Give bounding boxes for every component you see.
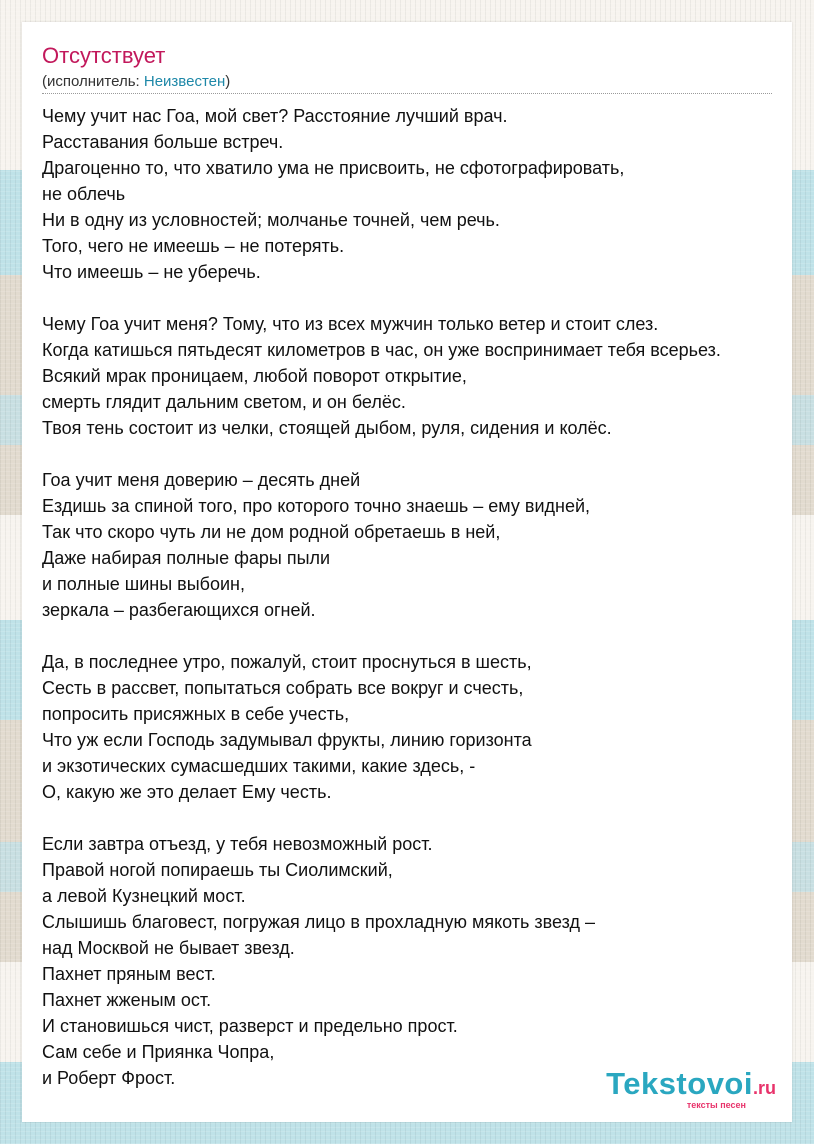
logo-tld: .ru xyxy=(752,1078,776,1098)
lyrics-text xyxy=(42,103,814,1091)
lyrics-card xyxy=(22,22,792,1122)
lyric-line: и полные шины выбоин, xyxy=(42,574,246,594)
lyric-line: Всякий мрак проницаем, любой поворот открытие, xyxy=(42,366,467,386)
lyric-line: не облечь xyxy=(42,184,126,204)
logo-wordmark: Tekstovoi xyxy=(606,1066,753,1101)
song-title: Отсутствует xyxy=(42,43,166,68)
stanza-break xyxy=(42,441,814,467)
lyric-line: Чему Гоа учит меня? Тому, что из всех мужчин только ветер и стоит слез. xyxy=(42,314,659,334)
stanza-break xyxy=(42,285,814,311)
lyric-line: попросить присяжных в себе учесть, xyxy=(42,704,350,724)
lyric-line: Да, в последнее утро, пожалуй, стоит проснуться в шесть, xyxy=(42,652,532,672)
artist-suffix: ) xyxy=(225,73,231,90)
lyric-line: Что имеешь – не уберечь. xyxy=(42,262,261,282)
lyric-line: Что уж если Господь задумывал фрукты, линию горизонта xyxy=(42,730,532,750)
artist-link[interactable]: Неизвестен xyxy=(143,73,226,90)
lyric-line: Когда катишься пятьдесят километров в час, он уже воспринимает тебя всерьез. xyxy=(42,340,721,360)
lyric-line: и Роберт Фрост. xyxy=(42,1068,176,1088)
lyric-line: Правой ногой попираешь ты Сиолимский, xyxy=(42,860,393,880)
lyric-line: Пахнет пряным вест. xyxy=(42,964,216,984)
lyric-line: Так что скоро чуть ли не дом родной обретаешь в ней, xyxy=(42,522,501,542)
lyric-line: Расставания больше встреч. xyxy=(42,132,284,152)
lyric-line: И становишься чист, разверст и предельно прост. xyxy=(42,1016,458,1036)
lyric-line: Сам себе и Приянка Чопра, xyxy=(42,1042,275,1062)
stanza-break xyxy=(42,805,814,831)
lyric-line: смерть глядит дальним светом, и он белёс. xyxy=(42,392,406,412)
lyric-line: Твоя тень состоит из челки, стоящей дыбом, руля, сидения и колёс. xyxy=(42,418,612,438)
lyric-line: О, какую же это делает Ему честь. xyxy=(42,782,332,802)
lyric-line: зеркала – разбегающихся огней. xyxy=(42,600,316,620)
lyric-line: Слышишь благовест, погружая лицо в прохладную мякоть звезд – xyxy=(42,912,596,932)
lyric-line: Сесть в рассвет, попытаться собрать все вокруг и счесть, xyxy=(42,678,524,698)
lyric-line: Гоа учит меня доверию – десять дней xyxy=(42,470,361,490)
artist-prefix: (исполнитель: xyxy=(42,73,144,90)
lyric-line: Того, чего не имеешь – не потерять. xyxy=(42,236,345,256)
lyric-line: Драгоценно то, что хватило ума не присвоить, не сфотографировать, xyxy=(42,158,625,178)
logo-tagline: тексты песен xyxy=(686,1100,746,1110)
lyric-line: а левой Кузнецкий мост. xyxy=(42,886,246,906)
lyric-line: Если завтра отъезд, у тебя невозможный рост. xyxy=(42,834,433,854)
stanza-break xyxy=(42,623,814,649)
lyric-line: Ездишь за спиной того, про которого точно знаешь – ему видней, xyxy=(42,496,591,516)
lyric-line: над Москвой не бывает звезд. xyxy=(42,938,295,958)
lyric-line: и экзотических сумасшедших такими, какие здесь, - xyxy=(42,756,476,776)
lyric-line: Чему учит нас Гоа, мой свет? Расстояние лучший врач. xyxy=(42,106,508,126)
lyric-line: Ни в одну из условностей; молчанье точней, чем речь. xyxy=(42,210,500,230)
site-logo[interactable] xyxy=(566,1066,776,1116)
artist-line xyxy=(42,72,230,92)
title-divider xyxy=(42,93,772,94)
lyric-line: Даже набирая полные фары пыли xyxy=(42,548,331,568)
lyric-line: Пахнет жженым ост. xyxy=(42,990,212,1010)
